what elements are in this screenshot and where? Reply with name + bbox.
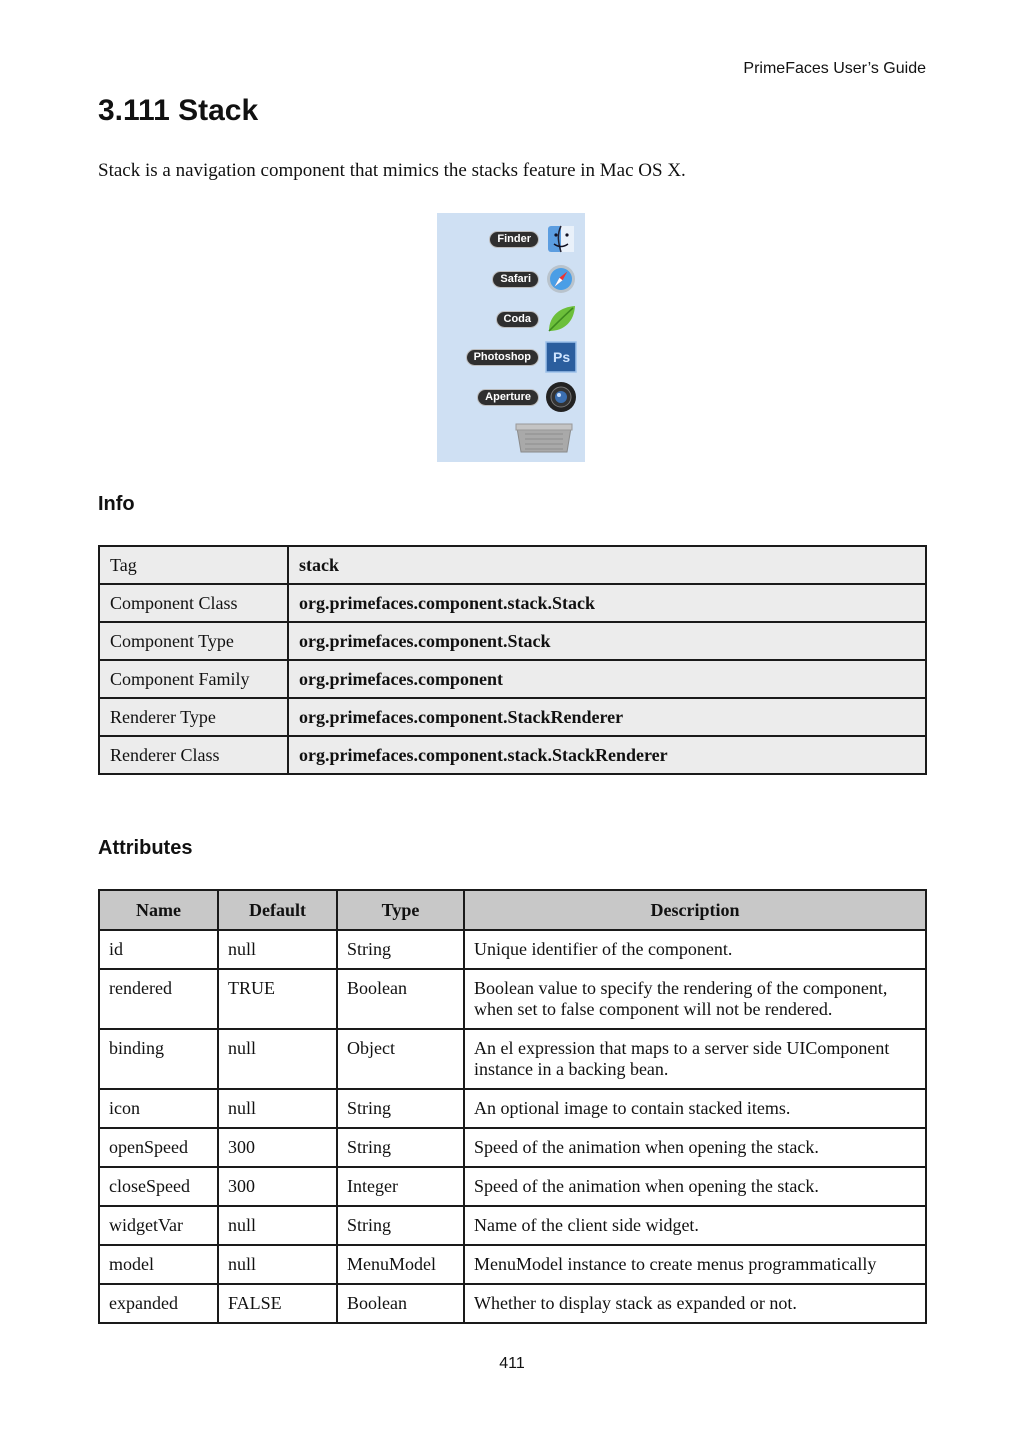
attributes-heading: Attributes (98, 837, 193, 859)
attr-name: rendered (99, 969, 218, 1029)
table-row (99, 736, 926, 774)
photoshop-icon-text: Ps (553, 349, 571, 365)
finder-icon (545, 223, 577, 255)
section-title: 3.111 Stack (98, 94, 259, 127)
stack-item-photoshop (466, 340, 577, 374)
column-header-default: Default (218, 890, 337, 930)
table-row (99, 969, 926, 1029)
coda-leaf-icon (545, 303, 577, 335)
table-row (99, 1089, 926, 1128)
aperture-icon (545, 381, 577, 413)
attr-description: Speed of the animation when opening the stack. (464, 1128, 926, 1167)
attr-description: Boolean value to specify the rendering of the component, when set to false component will not be rendered. (464, 969, 926, 1029)
table-row (99, 546, 926, 584)
attr-type: Boolean (337, 969, 464, 1029)
section-intro: Stack is a navigation component that mimics the stacks feature in Mac OS X. (98, 160, 686, 181)
attr-type: Object (337, 1029, 464, 1089)
info-value: org.primefaces.component.stack.StackRenderer (288, 736, 926, 774)
running-header: PrimeFaces User’s Guide (743, 60, 926, 77)
info-key: Component Type (99, 622, 288, 660)
attr-default: 300 (218, 1167, 337, 1206)
info-value: org.primefaces.component (288, 660, 926, 698)
safari-icon (545, 263, 577, 295)
info-key: Component Class (99, 584, 288, 622)
table-row (99, 1284, 926, 1323)
info-value: org.primefaces.component.stack.Stack (288, 584, 926, 622)
attributes-table (98, 889, 927, 1324)
attr-description: MenuModel instance to create menus programmatically (464, 1245, 926, 1284)
info-key: Renderer Class (99, 736, 288, 774)
table-row (99, 1128, 926, 1167)
info-key: Tag (99, 546, 288, 584)
table-row (99, 1206, 926, 1245)
column-header-name: Name (99, 890, 218, 930)
attr-name: widgetVar (99, 1206, 218, 1245)
table-header-row (99, 890, 926, 930)
column-header-description: Description (464, 890, 926, 930)
attr-name: binding (99, 1029, 218, 1089)
attr-name: expanded (99, 1284, 218, 1323)
table-row (99, 1245, 926, 1284)
attr-default: FALSE (218, 1284, 337, 1323)
info-value: org.primefaces.component.Stack (288, 622, 926, 660)
attr-type: String (337, 930, 464, 969)
stack-item-label: Finder (489, 231, 539, 248)
attr-name: model (99, 1245, 218, 1284)
table-row (99, 1167, 926, 1206)
attr-default: null (218, 1029, 337, 1089)
attr-description: Unique identifier of the component. (464, 930, 926, 969)
stack-item-safari (492, 262, 577, 296)
table-row (99, 660, 926, 698)
table-row (99, 698, 926, 736)
info-table (98, 545, 927, 775)
attr-default: TRUE (218, 969, 337, 1029)
page-number: 411 (499, 1355, 525, 1372)
table-row (99, 930, 926, 969)
attr-description: Name of the client side widget. (464, 1206, 926, 1245)
stack-item-label: Coda (496, 311, 540, 328)
attr-name: id (99, 930, 218, 969)
stack-item-label: Aperture (477, 389, 539, 406)
table-row (99, 584, 926, 622)
attr-type: String (337, 1089, 464, 1128)
attr-default: null (218, 1206, 337, 1245)
attr-default: null (218, 930, 337, 969)
column-header-type: Type (337, 890, 464, 930)
trash-icon (515, 422, 573, 459)
attr-type: MenuModel (337, 1245, 464, 1284)
info-key: Component Family (99, 660, 288, 698)
photoshop-icon (545, 341, 577, 373)
attr-default: 300 (218, 1128, 337, 1167)
info-key: Renderer Type (99, 698, 288, 736)
info-value: stack (288, 546, 926, 584)
attr-description: An optional image to contain stacked items. (464, 1089, 926, 1128)
attr-default: null (218, 1089, 337, 1128)
stack-figure (437, 213, 585, 462)
attr-name: openSpeed (99, 1128, 218, 1167)
attr-name: closeSpeed (99, 1167, 218, 1206)
attr-description: Speed of the animation when opening the stack. (464, 1167, 926, 1206)
attr-description: An el expression that maps to a server side UIComponent instance in a backing bean. (464, 1029, 926, 1089)
stack-item-aperture (477, 380, 577, 414)
attr-type: String (337, 1128, 464, 1167)
stack-item-finder (489, 222, 577, 256)
attr-type: String (337, 1206, 464, 1245)
table-row (99, 1029, 926, 1089)
stack-item-label: Safari (492, 271, 539, 288)
info-value: org.primefaces.component.StackRenderer (288, 698, 926, 736)
table-row (99, 622, 926, 660)
stack-item-label: Photoshop (466, 349, 539, 366)
stack-item-coda (496, 302, 578, 336)
info-heading: Info (98, 493, 135, 515)
attr-type: Integer (337, 1167, 464, 1206)
attr-description: Whether to display stack as expanded or not. (464, 1284, 926, 1323)
attr-default: null (218, 1245, 337, 1284)
attr-type: Boolean (337, 1284, 464, 1323)
attr-name: icon (99, 1089, 218, 1128)
